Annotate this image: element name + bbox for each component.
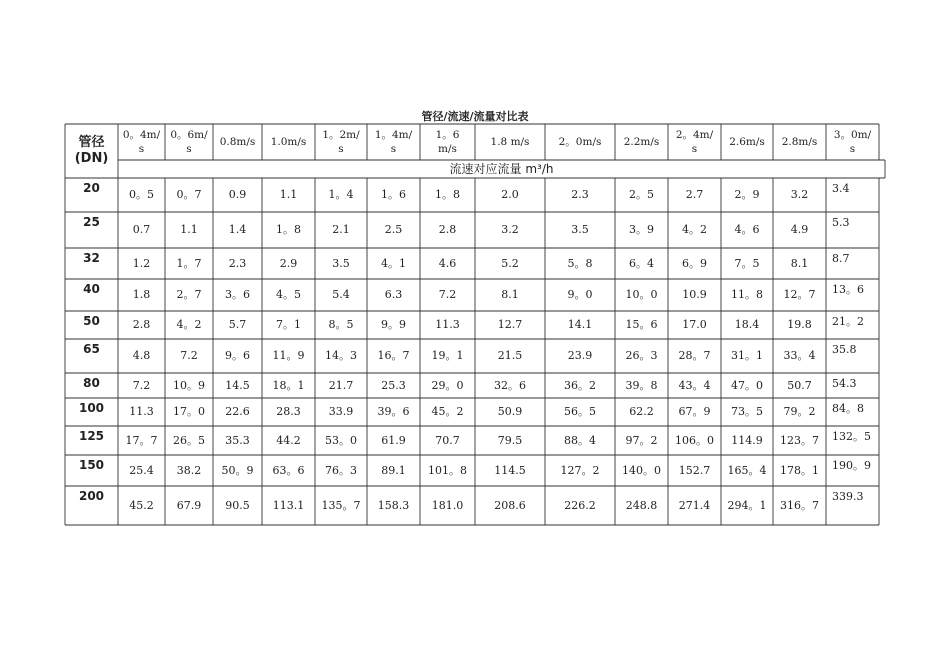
- table-cell: 33。4: [783, 349, 816, 362]
- table-cell: 3.5: [332, 256, 350, 270]
- table-cell: 22.6: [225, 405, 250, 418]
- table-cell: 73。5: [731, 405, 763, 418]
- table-cell: 8.7: [832, 252, 850, 265]
- header-speed: [315, 124, 367, 160]
- header-speed-text: s: [691, 143, 698, 155]
- table-cell: 9。9: [381, 318, 406, 331]
- table-cell: 32。6: [494, 378, 526, 392]
- header-speed: [773, 124, 826, 160]
- table-cell: 1。7: [176, 256, 202, 270]
- table-cell: 1。8: [435, 188, 460, 201]
- table-cell: 31。1: [731, 349, 763, 362]
- table-cell: 6.3: [384, 288, 403, 301]
- table-cell: 1.1: [279, 188, 298, 201]
- header-speed-text: 2.2m/s: [623, 136, 660, 148]
- table-cell: 0。5: [129, 188, 154, 201]
- table-cell: 2.7: [685, 188, 704, 201]
- table-cell: 3.5: [571, 223, 589, 236]
- table-cell: 2.8: [438, 223, 457, 236]
- table-cell: 25.3: [381, 378, 406, 392]
- row-dn: 80: [83, 376, 100, 390]
- table-cell: 14.1: [567, 318, 593, 331]
- table-cell: 106。0: [675, 433, 714, 447]
- row-dn: 25: [83, 215, 100, 229]
- header-speed: [668, 124, 721, 160]
- table-cell: 50.9: [497, 405, 523, 418]
- row-dn: 125: [78, 429, 105, 443]
- table-cell: 7.2: [438, 288, 457, 301]
- table-cell: 2。9: [734, 188, 760, 201]
- table-cell: 5.7: [228, 318, 247, 331]
- table-cell: 3。6: [225, 288, 250, 301]
- table-cell: 11.3: [435, 318, 460, 331]
- table-cell: 1.8: [132, 288, 151, 301]
- table-cell: 1.1: [180, 223, 198, 236]
- table-cell: 5.4: [332, 288, 350, 301]
- table-cell: 14。3: [325, 349, 357, 362]
- header-speed: [420, 124, 475, 160]
- row-dn: 100: [78, 401, 105, 415]
- table-cell: 21.5: [497, 349, 523, 362]
- header-speed: [545, 124, 615, 160]
- table-cell: 84。8: [832, 402, 864, 415]
- table-cell: 14.5: [225, 378, 250, 392]
- row-dn: 200: [78, 489, 105, 503]
- header-speed-text: 0。6m/: [170, 129, 208, 141]
- table-cell: 62.2: [629, 405, 654, 418]
- table-cell: 3.2: [501, 223, 519, 236]
- table-cell: 339.3: [832, 490, 864, 503]
- table-cell: 5。8: [567, 256, 593, 270]
- table-cell: 7.2: [180, 349, 198, 362]
- table-cell: 4.8: [132, 349, 151, 362]
- table-cell: 2.0: [501, 188, 519, 201]
- table-cell: 4。6: [734, 223, 760, 236]
- table-cell: 1。4: [328, 188, 354, 201]
- header-speed: [118, 124, 165, 160]
- table-cell: 19.8: [787, 318, 812, 331]
- table-cell: 53。0: [325, 433, 357, 447]
- header-dn-text: (DN): [74, 151, 109, 166]
- table-cell: 70.7: [435, 433, 460, 447]
- table-cell: 4。2: [682, 223, 707, 236]
- table-cell: 90.5: [225, 498, 250, 512]
- table-cell: 39。6: [377, 405, 410, 418]
- header-speed-text: m/s: [438, 143, 457, 155]
- table-cell: 50.7: [787, 378, 812, 392]
- table-cell: 8.1: [790, 256, 809, 270]
- table-cell: 10。9: [173, 378, 205, 392]
- table-cell: 7。1: [276, 318, 301, 331]
- header-dn: [65, 124, 118, 178]
- table-cell: 2.3: [228, 256, 247, 270]
- table-cell: 0。7: [176, 188, 202, 201]
- table-cell: 28。7: [678, 349, 711, 362]
- table-cell: 47。0: [731, 378, 763, 392]
- table-cell: 28.3: [276, 405, 301, 418]
- table-cell: 294。1: [727, 498, 767, 512]
- table-cell: 114.9: [731, 433, 763, 447]
- header-speed-text: s: [338, 143, 344, 155]
- table-cell: 36。2: [564, 378, 596, 392]
- table-cell: 248.8: [625, 498, 658, 512]
- table-cell: 18。1: [272, 378, 305, 392]
- table-cell: 226.2: [564, 498, 596, 512]
- table-cell: 127。2: [560, 463, 600, 477]
- table-cell: 2.9: [279, 256, 298, 270]
- table-cell: 56。5: [564, 405, 596, 418]
- table-cell: 35.8: [832, 343, 857, 356]
- table-cell: 3.2: [790, 188, 809, 201]
- table-cell: 10。0: [625, 288, 658, 301]
- header-speed-text: s: [849, 143, 856, 155]
- header-speed-text: s: [138, 143, 145, 155]
- table-cell: 1。8: [276, 223, 301, 236]
- table-cell: 45。2: [431, 405, 464, 418]
- row-dn: 20: [83, 181, 100, 195]
- table-cell: 21。2: [832, 315, 864, 328]
- table-cell: 3。9: [629, 223, 654, 236]
- row-dn: 150: [78, 458, 105, 472]
- table-cell: 43。4: [678, 378, 711, 392]
- table-cell: 9。0: [567, 288, 593, 301]
- table-cell: 45.2: [129, 498, 154, 512]
- table-cell: 67.9: [176, 498, 202, 512]
- table-cell: 123。7: [780, 433, 819, 447]
- table-cell: 135。7: [321, 498, 361, 512]
- table-cell: 19。1: [431, 349, 464, 362]
- table-cell: 9。6: [225, 349, 250, 362]
- header-speed-text: 2.8m/s: [781, 136, 818, 148]
- table-cell: 21.7: [328, 378, 354, 392]
- table-cell: 2。7: [176, 288, 202, 301]
- table-cell: 2.8: [132, 318, 151, 331]
- table-cell: 12.7: [497, 318, 523, 331]
- table-cell: 4.9: [790, 223, 809, 236]
- header-speed-text: 1。2m/: [322, 129, 360, 141]
- table-cell: 152.7: [678, 463, 711, 477]
- subheader-flow-unit: 流速对应流量 m³/h: [449, 162, 554, 176]
- table-cell: 1.2: [132, 256, 151, 270]
- header-speed: [721, 124, 773, 160]
- table-cell: 17。7: [125, 433, 158, 447]
- table-cell: 18.4: [734, 318, 760, 331]
- table-cell: 158.3: [377, 498, 410, 512]
- table-cell: 0.9: [228, 188, 247, 201]
- table-cell: 33.9: [328, 405, 354, 418]
- table-cell: 12。7: [783, 288, 816, 301]
- header-speed-text: 0。4m/: [122, 129, 161, 141]
- header-speed: [615, 124, 668, 160]
- table-cell: 38.2: [176, 463, 202, 477]
- table-cell: 0.7: [132, 223, 151, 236]
- table-cell: 1.4: [228, 223, 247, 236]
- table-cell: 2.1: [332, 223, 350, 236]
- table-cell: 178。1: [780, 463, 819, 477]
- table-title: 管径/流速/流量对比表: [421, 110, 529, 123]
- header-speed: [213, 124, 262, 160]
- table-cell: 10.9: [682, 288, 707, 301]
- header-speed: [475, 124, 545, 160]
- header-speed-text: 1。6: [435, 129, 460, 141]
- table-cell: 140。0: [622, 463, 661, 477]
- header-speed-text: 1。4m/: [374, 129, 413, 141]
- table-cell: 271.4: [678, 498, 711, 512]
- table-cell: 25.4: [129, 463, 154, 477]
- table-cell: 4。5: [276, 288, 301, 301]
- table-cell: 26。5: [173, 433, 205, 447]
- table-cell: 8。5: [328, 318, 354, 331]
- table-cell: 44.2: [276, 433, 301, 447]
- header-speed-text: 2。0m/s: [558, 136, 602, 148]
- table-cell: 35.3: [225, 433, 250, 447]
- header-speed-text: 2.6m/s: [729, 136, 765, 148]
- table-cell: 4.6: [438, 256, 457, 270]
- table-cell: 15。6: [625, 318, 658, 331]
- table-cell: 165。4: [727, 463, 767, 477]
- header-speed-text: s: [186, 143, 192, 155]
- table-cell: 7.2: [132, 378, 151, 392]
- header-speed-text: 2。4m/: [675, 129, 714, 141]
- table-cell: 208.6: [494, 498, 526, 512]
- table-cell: 61.9: [381, 433, 406, 447]
- table-cell: 5.3: [832, 216, 850, 229]
- table-cell: 23.9: [567, 349, 593, 362]
- table-cell: 16。7: [377, 349, 410, 362]
- header-speed: [367, 124, 420, 160]
- table-cell: 76。3: [325, 463, 357, 477]
- header-dn-text: 管径: [78, 135, 105, 150]
- table-cell: 63。6: [272, 463, 305, 477]
- table-cell: 4。1: [381, 256, 406, 270]
- table-cell: 88。4: [564, 433, 596, 447]
- table-cell: 7。5: [734, 256, 760, 270]
- table-cell: 97。2: [625, 433, 658, 447]
- table-cell: 5.2: [501, 256, 519, 270]
- header-speed-text: 1.0m/s: [270, 136, 307, 148]
- table-cell: 17。0: [173, 405, 205, 418]
- header-speed-text: 1.8 m/s: [490, 136, 530, 148]
- table-cell: 54.3: [832, 377, 857, 390]
- table-cell: 181.0: [431, 498, 464, 512]
- table-cell: 3.4: [832, 182, 850, 195]
- table-cell: 2.3: [571, 188, 589, 201]
- table-cell: 316。7: [780, 498, 819, 512]
- table-cell: 114.5: [494, 463, 526, 477]
- table-cell: 1。6: [381, 188, 406, 201]
- table-cell: 11。9: [272, 349, 305, 362]
- table-cell: 8.1: [501, 288, 519, 301]
- header-speed-text: 3。0m/: [833, 129, 872, 141]
- row-dn: 40: [83, 282, 100, 296]
- table-cell: 2。5: [629, 188, 654, 201]
- table-cell: 29。0: [431, 378, 464, 392]
- table-cell: 67。9: [678, 405, 711, 418]
- header-speed: [826, 124, 879, 160]
- table-cell: 79.5: [497, 433, 523, 447]
- table-cell: 190。9: [832, 459, 871, 472]
- row-dn: 50: [83, 314, 100, 328]
- table-cell: 101。8: [428, 463, 467, 477]
- row-dn: 65: [83, 342, 100, 356]
- table-cell: 89.1: [381, 463, 406, 477]
- table-cell: 4。2: [176, 318, 202, 331]
- header-speed: [165, 124, 213, 160]
- table-cell: 26。3: [625, 349, 658, 362]
- table-cell: 132。5: [832, 430, 871, 443]
- row-dn: 32: [83, 251, 100, 265]
- table-cell: 50。9: [221, 463, 254, 477]
- table-cell: 113.1: [272, 498, 305, 512]
- header-speed: [262, 124, 315, 160]
- table-cell: 79。2: [783, 405, 816, 418]
- table-cell: 39。8: [625, 378, 658, 392]
- table-cell: 13。6: [832, 283, 864, 296]
- table-cell: 6。9: [682, 256, 707, 270]
- table-cell: 6。4: [629, 256, 654, 270]
- table-cell: 11。8: [731, 288, 763, 301]
- table-cell: 2.5: [384, 223, 403, 236]
- table-cell: 11.3: [129, 405, 154, 418]
- table-cell: 17.0: [682, 318, 707, 331]
- header-speed-text: s: [390, 143, 397, 155]
- header-speed-text: 0.8m/s: [219, 136, 256, 148]
